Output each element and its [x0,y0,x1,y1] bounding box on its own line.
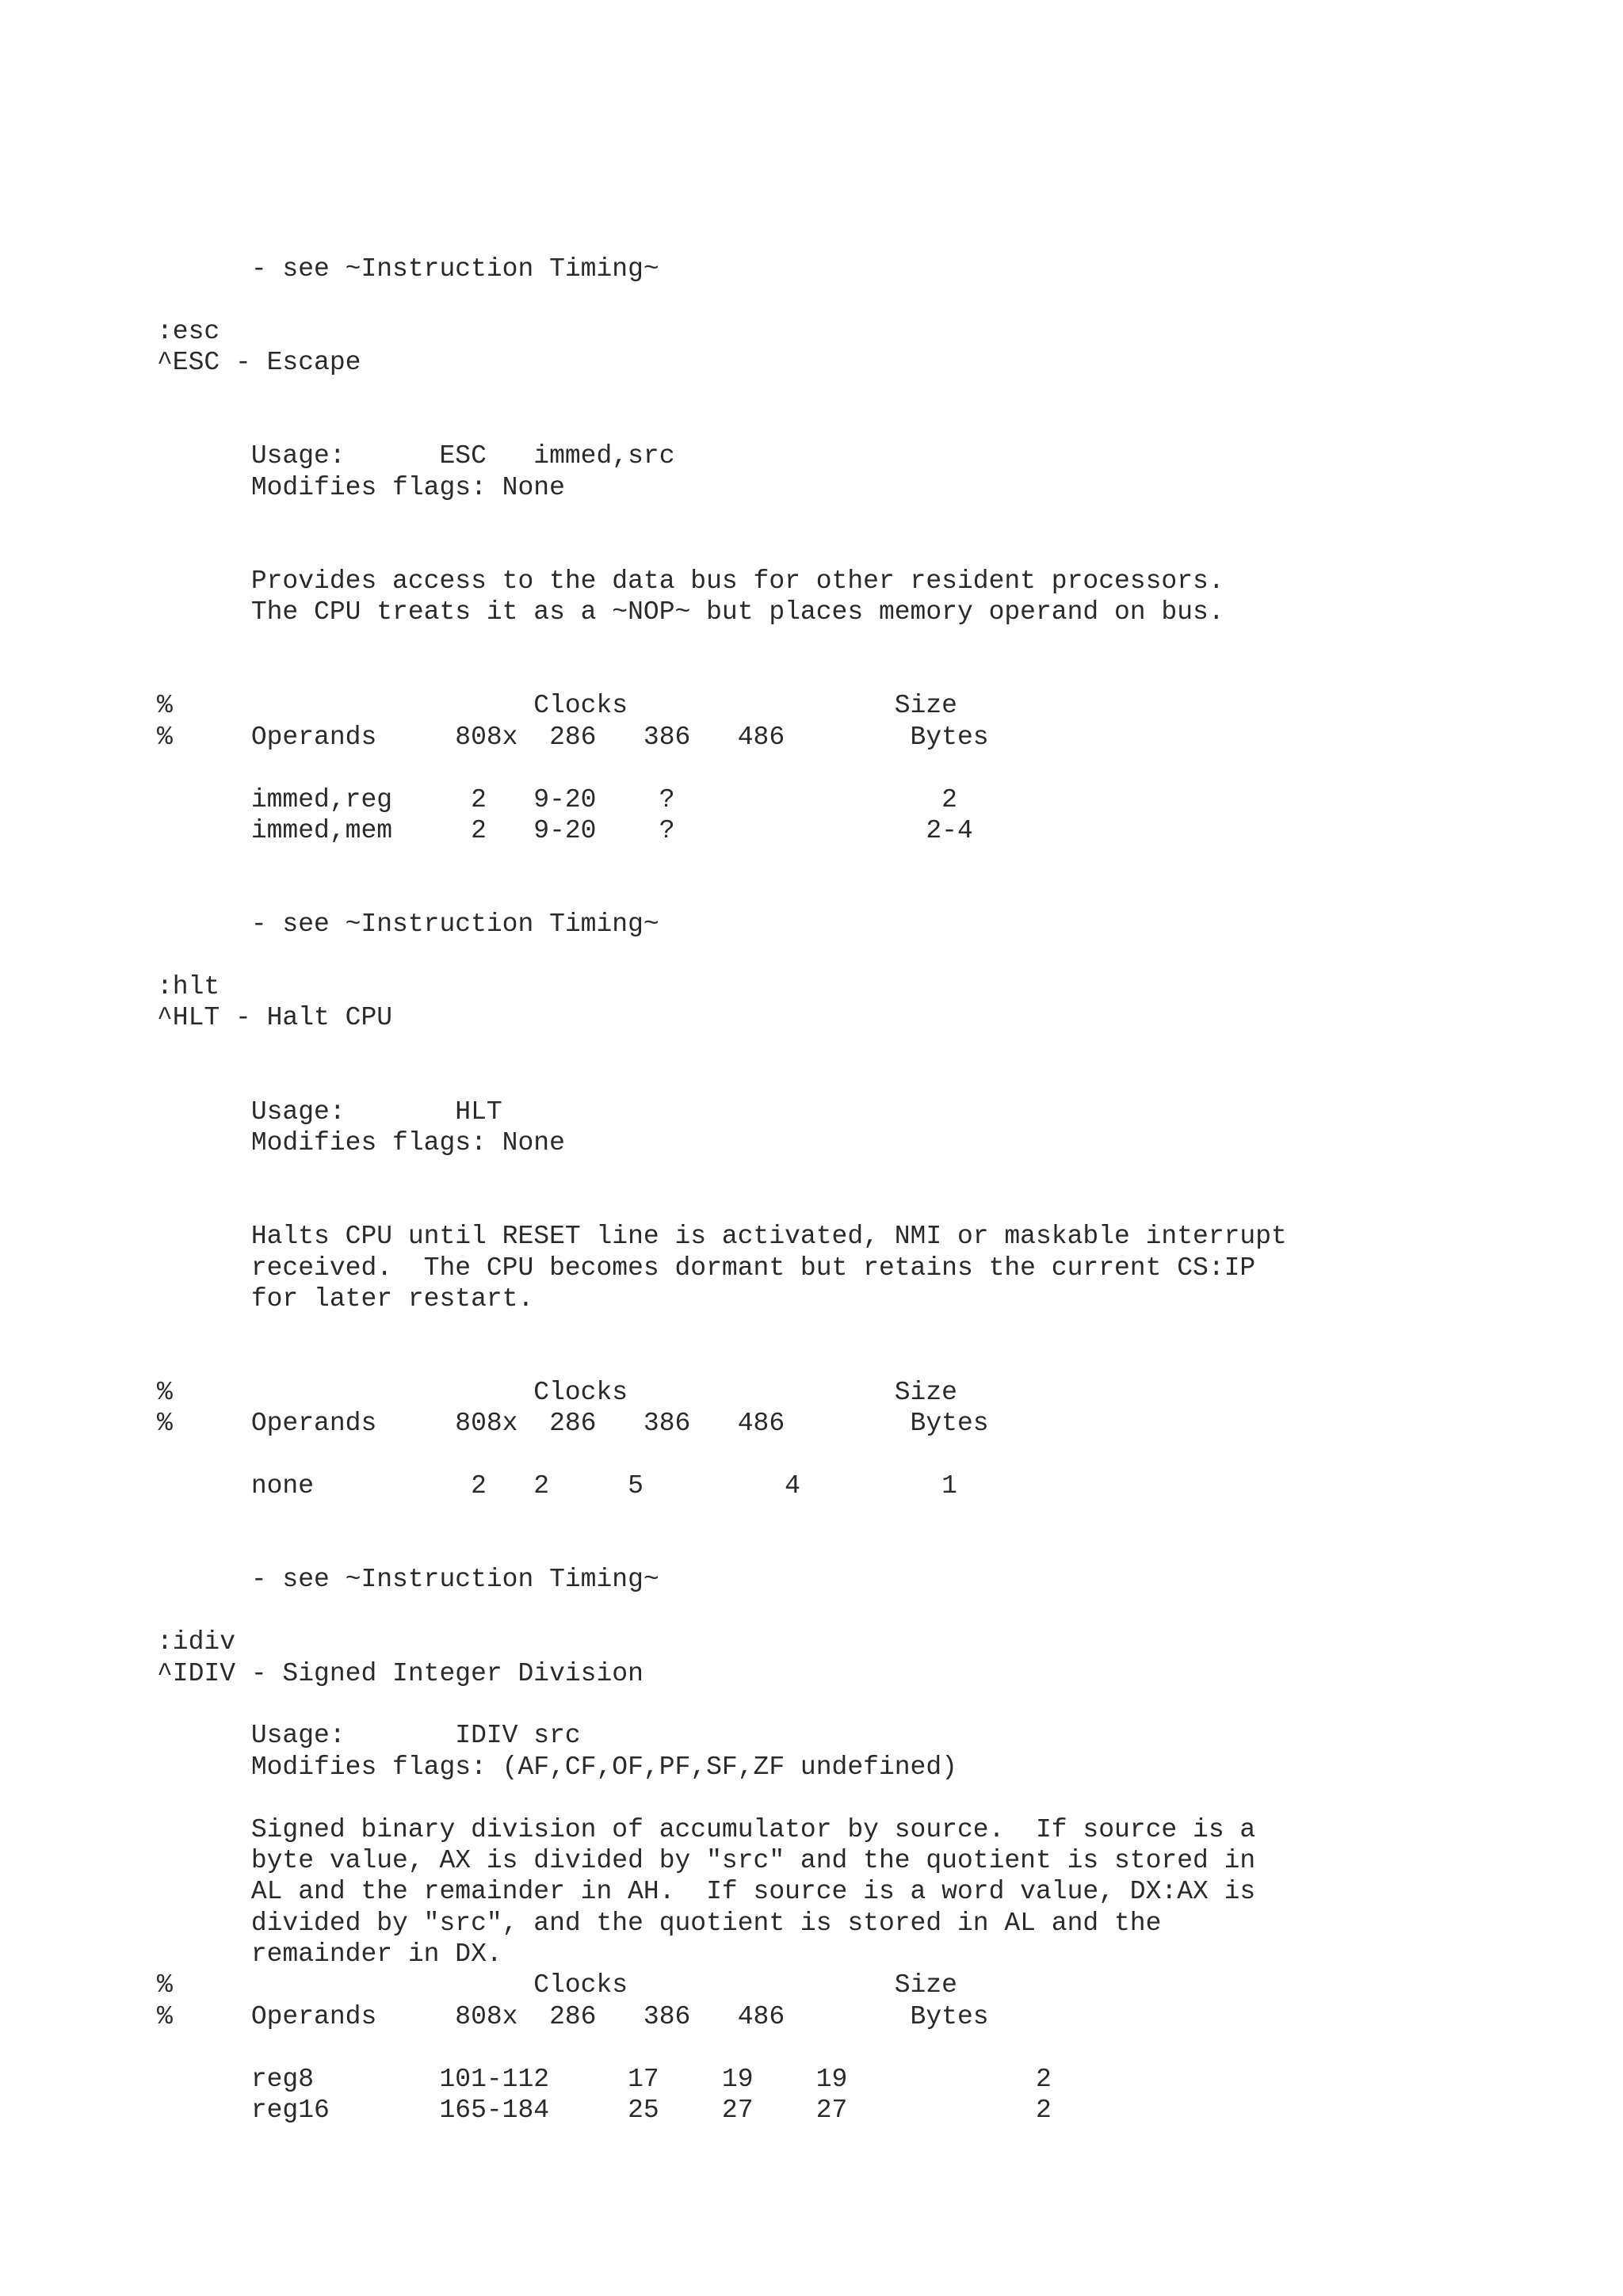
blank-line [157,878,1287,909]
usage-line: Usage: ESC immed,src [157,441,675,471]
timing-link-line: - see ~Instruction Timing~ [157,1565,659,1595]
blank-line [157,1034,1287,1065]
table-header-line: % Operands 808x 286 386 486 Bytes [157,722,989,752]
table-header-line: % Operands 808x 286 386 486 Bytes [157,1409,989,1439]
blank-line [157,1533,1287,1564]
text-line: Halts CPU until RESET line is activated, NMI or maskable interrupt [157,1222,1287,1252]
blank-line [157,1314,1287,1345]
text-line: immed,reg 2 9-20 ? 2 [157,784,957,814]
blank-line [157,535,1287,566]
table-header-line: % Operands 808x 286 386 486 Bytes [157,2001,989,2031]
flags-line: Modifies flags: None [157,472,565,502]
text-line: for later restart. [157,1283,534,1314]
blank-line [157,1440,1287,1470]
blank-line [157,1158,1287,1189]
blank-line [157,628,1287,659]
text-line: received. The CPU becomes dormant but retains the current CS:IP [157,1253,1256,1283]
topic-label: :hlt [157,971,220,1001]
usage-line: Usage: HLT [157,1097,502,1127]
blank-line [157,503,1287,534]
blank-line [157,753,1287,784]
blank-line [157,1190,1287,1221]
text-line: remainder in DX. [157,1939,502,1970]
text-line: The CPU treats it as a ~NOP~ but places memory operand on bus. [157,597,1224,627]
table-header-line: % Clocks Size [157,1378,957,1408]
timing-link-line: - see ~Instruction Timing~ [157,254,659,284]
blank-line [157,940,1287,971]
blank-line [157,1689,1287,1720]
blank-line [157,410,1287,441]
text-line: reg8 101-112 17 19 19 2 [157,2064,1052,2094]
blank-line [157,1596,1287,1627]
flags-line: Modifies flags: (AF,CF,OF,PF,SF,ZF undefined) [157,1752,957,1782]
instruction-heading: ^ESC - Escape [157,348,361,378]
text-line: reg16 165-184 25 27 27 2 [157,2096,1052,2126]
text-line: Provides access to the data bus for other resident processors. [157,566,1224,596]
blank-line [157,284,1287,315]
text-line: AL and the remainder in AH. If source is a word value, DX:AX is [157,1877,1256,1907]
text-line: none 2 2 5 4 1 [157,1471,957,1501]
usage-line: Usage: IDIV src [157,1721,581,1751]
table-header-line: % Clocks Size [157,691,957,721]
text-line: byte value, AX is divided by "src" and the quotient is stored in [157,1845,1256,1875]
blank-line [157,1065,1287,1096]
topic-label: :esc [157,316,220,346]
instruction-heading: ^HLT - Halt CPU [157,1003,393,1033]
topic-label: :idiv [157,1627,236,1657]
text-line: Signed binary division of accumulator by source. If source is a [157,1814,1256,1844]
table-header-line: % Clocks Size [157,1970,957,2000]
blank-line [157,1783,1287,1814]
text-line: immed,mem 2 9-20 ? 2-4 [157,816,973,846]
document-text [157,254,1287,2126]
blank-line [157,379,1287,410]
blank-line [157,846,1287,877]
instruction-heading: ^IDIV - Signed Integer Division [157,1658,643,1688]
blank-line [157,1346,1287,1377]
flags-line: Modifies flags: None [157,1127,565,1158]
text-line: divided by "src", and the quotient is stored in AL and the [157,1908,1162,1938]
timing-link-line: - see ~Instruction Timing~ [157,910,659,940]
blank-line [157,2032,1287,2063]
blank-line [157,1502,1287,1533]
blank-line [157,659,1287,690]
